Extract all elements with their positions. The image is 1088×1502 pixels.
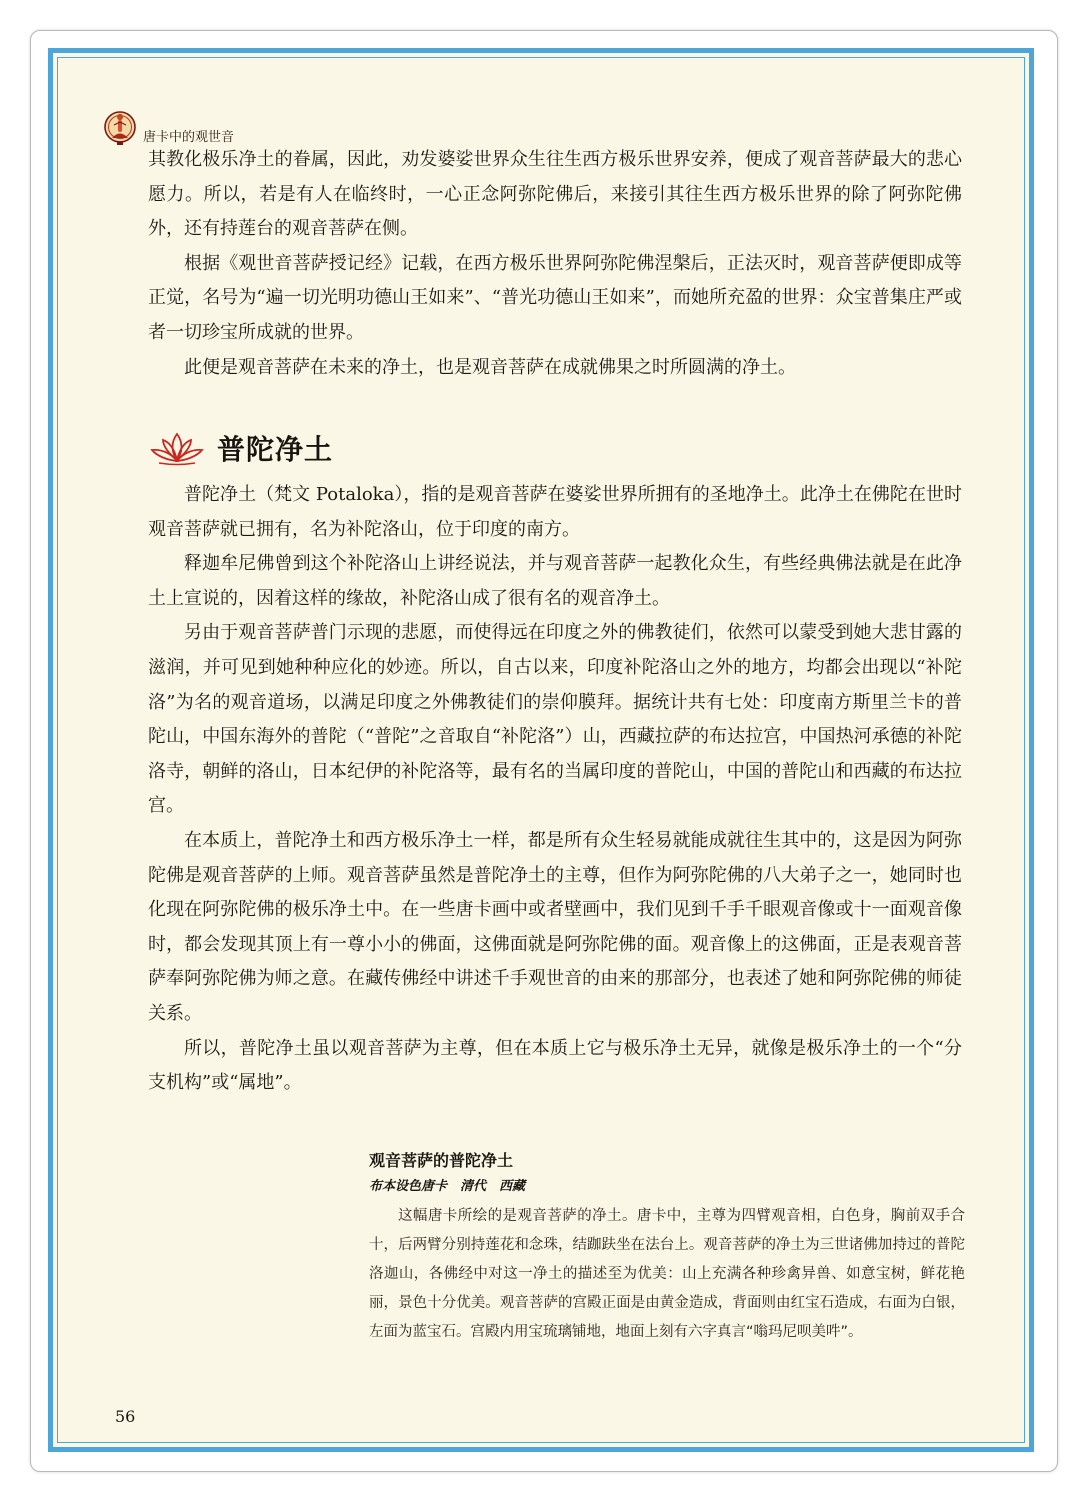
caption-subtitle: 布本设色唐卡 清代 西藏 <box>369 1179 526 1194</box>
paragraph: 此便是观音菩萨在未来的净土，也是观音菩萨在成就佛果之时所圆满的净土。 <box>184 356 796 378</box>
caption-body: 这幅唐卡所绘的是观音菩萨的净土。唐卡中，主尊为四臂观音相，白色身，胸前双手合十，后两臂分别持莲花和念珠，结跏趺坐在法台上。观音菩萨的净土为三世诸佛加持过的普陀洛迦山，各佛经中对这一净土的描述至为优美：山上充满各种珍禽异兽、如意宝树，鲜花艳丽，景色十分优美。观音菩萨的宫殿正面是由黄金造成，背面则由红宝石造成，右面为白银，左面为蓝宝石。宫殿内用宝琉璃铺地，地面上刻有六字真言“嗡玛尼呗美吽”。 <box>369 1208 965 1340</box>
paragraph: 根据《观世音菩萨授记经》记载，在西方极乐世界阿弥陀佛涅槃后，正法灭时，观音菩萨便即成等正觉，名号为“遍一切光明功德山王如来”、“普光功德山王如来”，而她所充盈的世界：众宝普集庄严或者一切珍宝所成就的世界。 <box>148 252 962 343</box>
paragraph: 普陀净土（梵文 Potaloka），指的是观音菩萨在婆娑世界所拥有的圣地净土。此净土在佛陀在世时观音菩萨就已拥有，名为补陀洛山，位于印度的南方。 <box>148 484 962 540</box>
page-number: 56 <box>115 1407 136 1426</box>
intro-text-block <box>148 143 962 385</box>
lotus-icon <box>149 430 205 466</box>
caption-title: 观音菩萨的普陀净土 <box>369 1151 514 1170</box>
paragraph: 在本质上，普陀净土和西方极乐净土一样，都是所有众生轻易就能成就往生其中的，这是因为阿弥陀佛是观音菩萨的上师。观音菩萨虽然是普陀净土的主尊，但作为阿弥陀佛的八大弟子之一，她同时也化现在阿弥陀佛的极乐净土中。在一些唐卡画中或者壁画中，我们见到千手千眼观音像或十一面观音像时，都会发现其顶上有一尊小小的佛面，这佛面就是阿弥陀佛的面。观音像上的这佛面，正是表观音菩萨奉阿弥陀佛为师之意。在藏传佛经中讲述千手观世音的由来的那部分，也表述了她和阿弥陀佛的师徒关系。 <box>148 829 962 1024</box>
running-header-title: 唐卡中的观世音 <box>143 129 235 145</box>
paragraph: 所以，普陀净土虽以观音菩萨为主尊，但在本质上它与极乐净土无异，就像是极乐净土的一个“分支机构”或“属地”。 <box>148 1037 962 1094</box>
section-text-block <box>148 478 962 1101</box>
paragraph: 另由于观音菩萨普门示现的悲愿，而使得远在印度之外的佛教徒们，依然可以蒙受到她大悲甘露的滋润，并可见到她种种应化的妙迹。所以，自古以来，印度补陀洛山之外的地方，均都会出现以“补陀洛”为名的观音道场，以满足印度之外佛教徒们的崇仰膜拜。据统计共有七处：印度南方斯里兰卡的普陀山，中国东海外的普陀（“普陀”之音取自“补陀洛”）山，西藏拉萨的布达拉宫，中国热河承德的补陀洛寺，朝鲜的洛山，日本纪伊的补陀洛等，最有名的当属印度的普陀山，中国的普陀山和西藏的布达拉宫。 <box>148 622 962 817</box>
bodhisattva-figure-icon <box>103 107 137 149</box>
section-title: 普陀净土 <box>217 433 334 466</box>
image-caption <box>369 1148 965 1347</box>
book-page <box>48 48 1034 1452</box>
paragraph: 其教化极乐净土的眷属，因此，劝发婆娑世界众生往生西方极乐世界安养，便成了观音菩萨最大的悲心愿力。所以，若是有人在临终时，一心正念阿弥陀佛后，来接引其往生西方极乐世界的除了阿弥陀佛外，还有持莲台的观音菩萨在侧。 <box>148 149 962 240</box>
section-heading <box>149 426 333 470</box>
paragraph: 释迦牟尼佛曾到这个补陀洛山上讲经说法，并与观音菩萨一起教化众生，有些经典佛法就是在此净土上宣说的，因着这样的缘故，补陀洛山成了很有名的观音净土。 <box>148 553 962 609</box>
